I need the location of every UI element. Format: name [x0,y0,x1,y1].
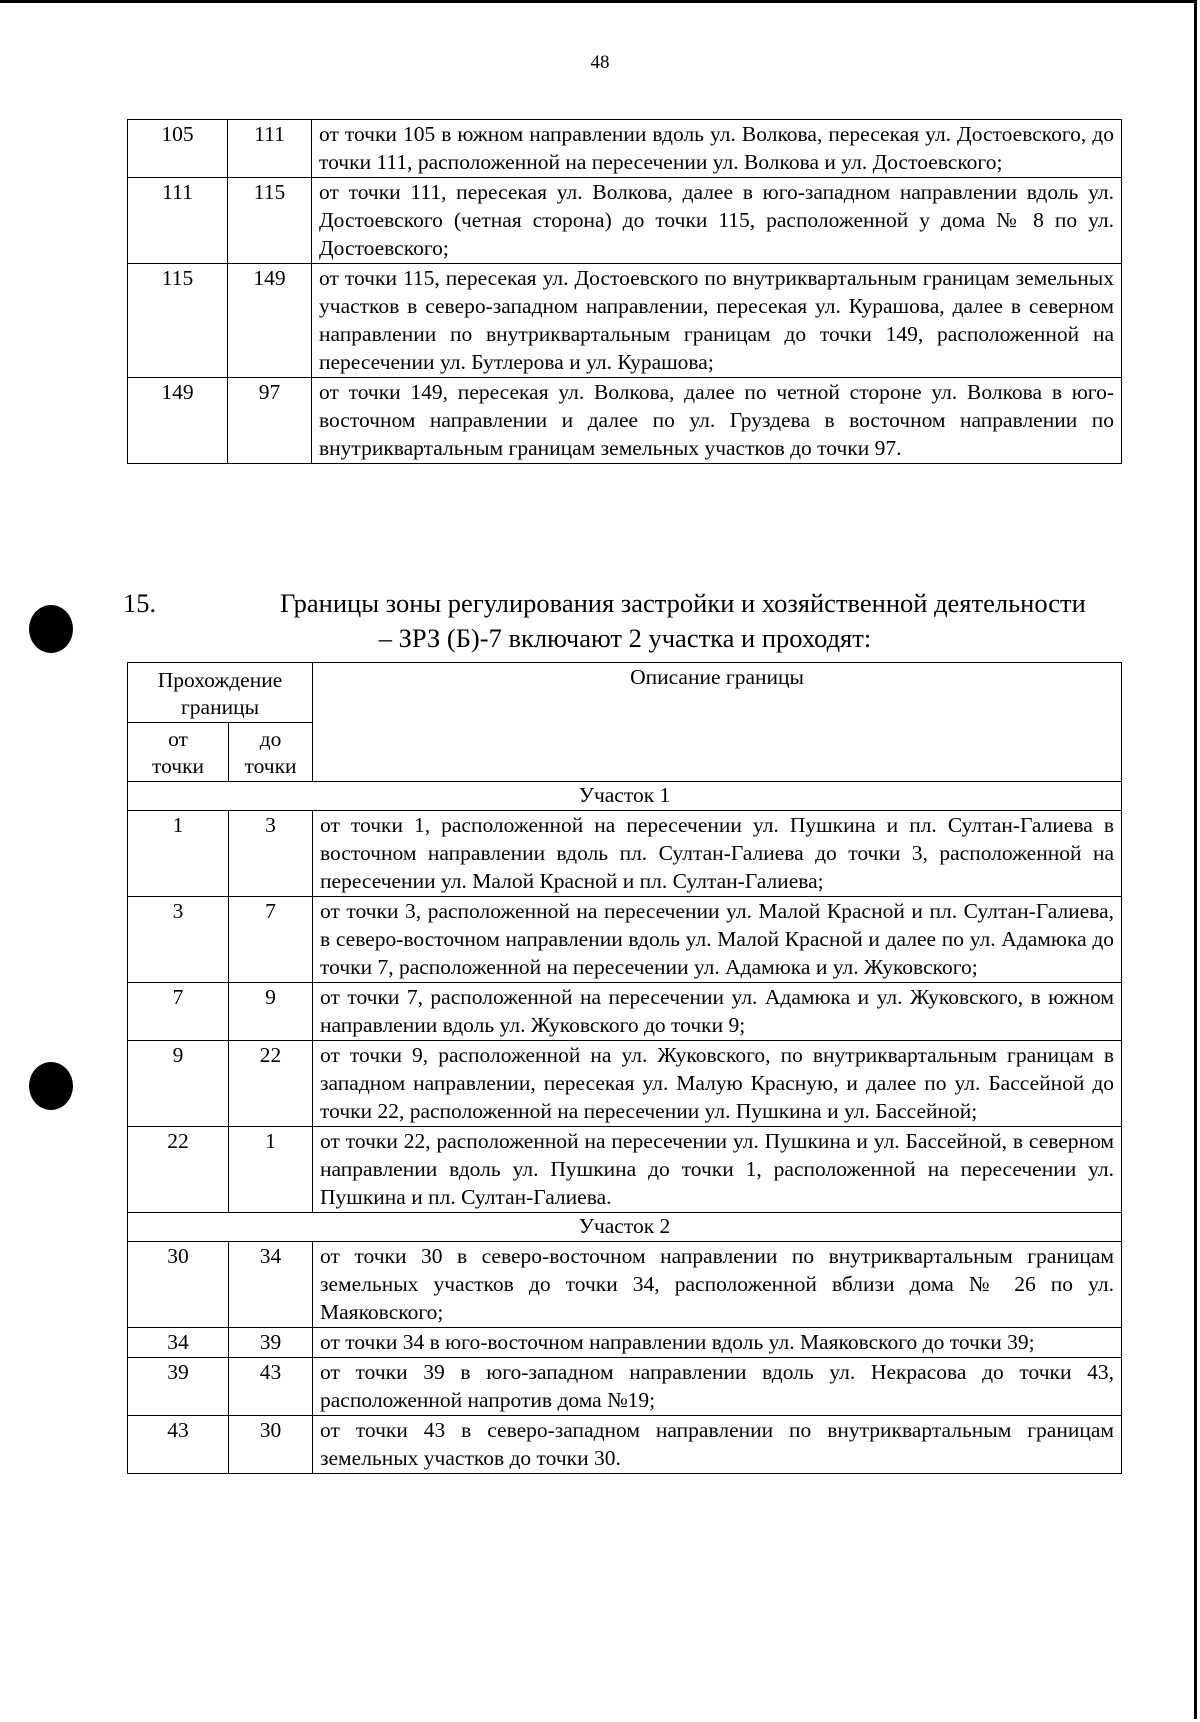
from-point-cell: 1 [128,811,229,897]
from-point-cell: 149 [128,378,228,464]
description-cell: от точки 149, пересекая ул. Волкова, далее по четной стороне ул. Волкова в юго-восточном направлении и далее по ул. Груздева в восточном направлении по внутриквартальным границам земельных участков до точки 97. [312,378,1122,464]
description-cell: от точки 1, расположенной на пересечении ул. Пушкина и пл. Султан-Галиева в восточном направлении вдоль пл. Султан-Галиева до точки 3, расположенной на пересечении ул. Малой Красной и пл. Султан-Галиева; [313,811,1122,897]
to-point-cell: 9 [229,983,313,1041]
part-title: Участок 2 [128,1213,1122,1242]
to-point-cell: 111 [228,120,312,178]
table-row [128,120,1122,178]
table-row [128,1242,1122,1328]
table-row [128,983,1122,1041]
to-point-cell: 3 [229,811,313,897]
header-boundary-passage: Прохождение границы [128,663,313,723]
to-point-cell: 43 [229,1358,313,1416]
to-point-cell: 30 [229,1416,313,1474]
from-point-cell: 105 [128,120,228,178]
header-row [128,663,1122,723]
from-point-cell: 111 [128,178,228,264]
description-cell: от точки 9, расположенной на ул. Жуковского, по внутриквартальным границам в западном направлении, пересекая ул. Малую Красную, и далее по ул. Бассейной до точки 22, расположенной на пересечении ул. Пушкина и ул. Бассейной; [313,1041,1122,1127]
description-cell: от точки 105 в южном направлении вдоль ул. Волкова, пересекая ул. Достоевского, до точки 111, расположенной на пересечении ул. Волкова и ул. Достоевского; [312,120,1122,178]
description-cell: от точки 30 в северо-восточном направлении по внутриквартальным границам земельных участков до точки 34, расположенной вблизи дома № 26 по ул. Маяковского; [313,1242,1122,1328]
table-row [128,897,1122,983]
section-number: 15. [123,588,157,618]
to-point-cell: 22 [229,1041,313,1127]
part-title: Участок 1 [128,782,1122,811]
description-cell: от точки 3, расположенной на пересечении ул. Малой Красной и пл. Султан-Галиева, в северо-восточном направлении вдоль ул. Малой Красной и далее по ул. Адамюка до точки 7, расположенной на пересечении ул. Адамюка и ул. Жуковского; [313,897,1122,983]
to-point-cell: 39 [229,1328,313,1358]
description-cell: от точки 115, пересекая ул. Достоевского по внутриквартальным границам земельных участков в северо-западном направлении, пересекая ул. Курашова, далее в северном направлении по внутриквартальным границам до точки 149, расположенной на пересечении ул. Бутлерова и ул. Курашова; [312,264,1122,378]
description-cell: от точки 39 в юго-западном направлении вдоль ул. Некрасова до точки 43, расположенной напротив дома №19; [313,1358,1122,1416]
section-title-line-1: Границы зоны регулирования застройки и хозяйственной деятельности [280,588,1086,618]
from-point-cell: 30 [128,1242,229,1328]
description-cell: от точки 43 в северо-западном направлении по внутриквартальным границам земельных участков до точки 30. [313,1416,1122,1474]
table-row [128,178,1122,264]
from-point-cell: 7 [128,983,229,1041]
description-cell: от точки 34 в юго-восточном направлении вдоль ул. Маяковского до точки 39; [313,1328,1122,1358]
part-title-row [128,782,1122,811]
description-cell: от точки 111, пересекая ул. Волкова, далее в юго-западном направлении вдоль ул. Достоевского (четная сторона) до точки 115, расположенной у дома № 8 по ул. Достоевского; [312,178,1122,264]
table-row [128,1358,1122,1416]
to-point-cell: 34 [229,1242,313,1328]
table-row [128,1127,1122,1213]
table-row [128,1416,1122,1474]
description-cell: от точки 22, расположенной на пересечении ул. Пушкина и ул. Бассейной, в северном направлении вдоль ул. Пушкина до точки 1, расположенной на пересечении ул. Пушкина и пл. Султан-Галиева. [313,1127,1122,1213]
from-point-cell: 39 [128,1358,229,1416]
table-row [128,1041,1122,1127]
from-point-cell: 43 [128,1416,229,1474]
to-point-cell: 149 [228,264,312,378]
boundary-table [127,662,1122,1474]
punch-hole [29,1062,73,1110]
header-to-point: до точки [229,723,313,782]
from-point-cell: 9 [128,1041,229,1127]
table-row [128,1328,1122,1358]
to-point-cell: 7 [229,897,313,983]
table-row [128,811,1122,897]
header-from-point: от точки [128,723,229,782]
from-point-cell: 3 [128,897,229,983]
section-title-line-2: – ЗРЗ (Б)-7 включают 2 участка и проходят: [378,623,872,653]
from-point-cell: 22 [128,1127,229,1213]
table-row [128,264,1122,378]
to-point-cell: 115 [228,178,312,264]
boundary-table-continued [127,119,1122,464]
description-cell: от точки 7, расположенной на пересечении ул. Адамюка и ул. Жуковского, в южном направлении вдоль ул. Жуковского до точки 9; [313,983,1122,1041]
header-description: Описание границы [313,663,1122,782]
part-title-row [128,1213,1122,1242]
from-point-cell: 34 [128,1328,229,1358]
to-point-cell: 97 [228,378,312,464]
to-point-cell: 1 [229,1127,313,1213]
page-number: 48 [590,52,610,73]
table-row [128,378,1122,464]
from-point-cell: 115 [128,264,228,378]
